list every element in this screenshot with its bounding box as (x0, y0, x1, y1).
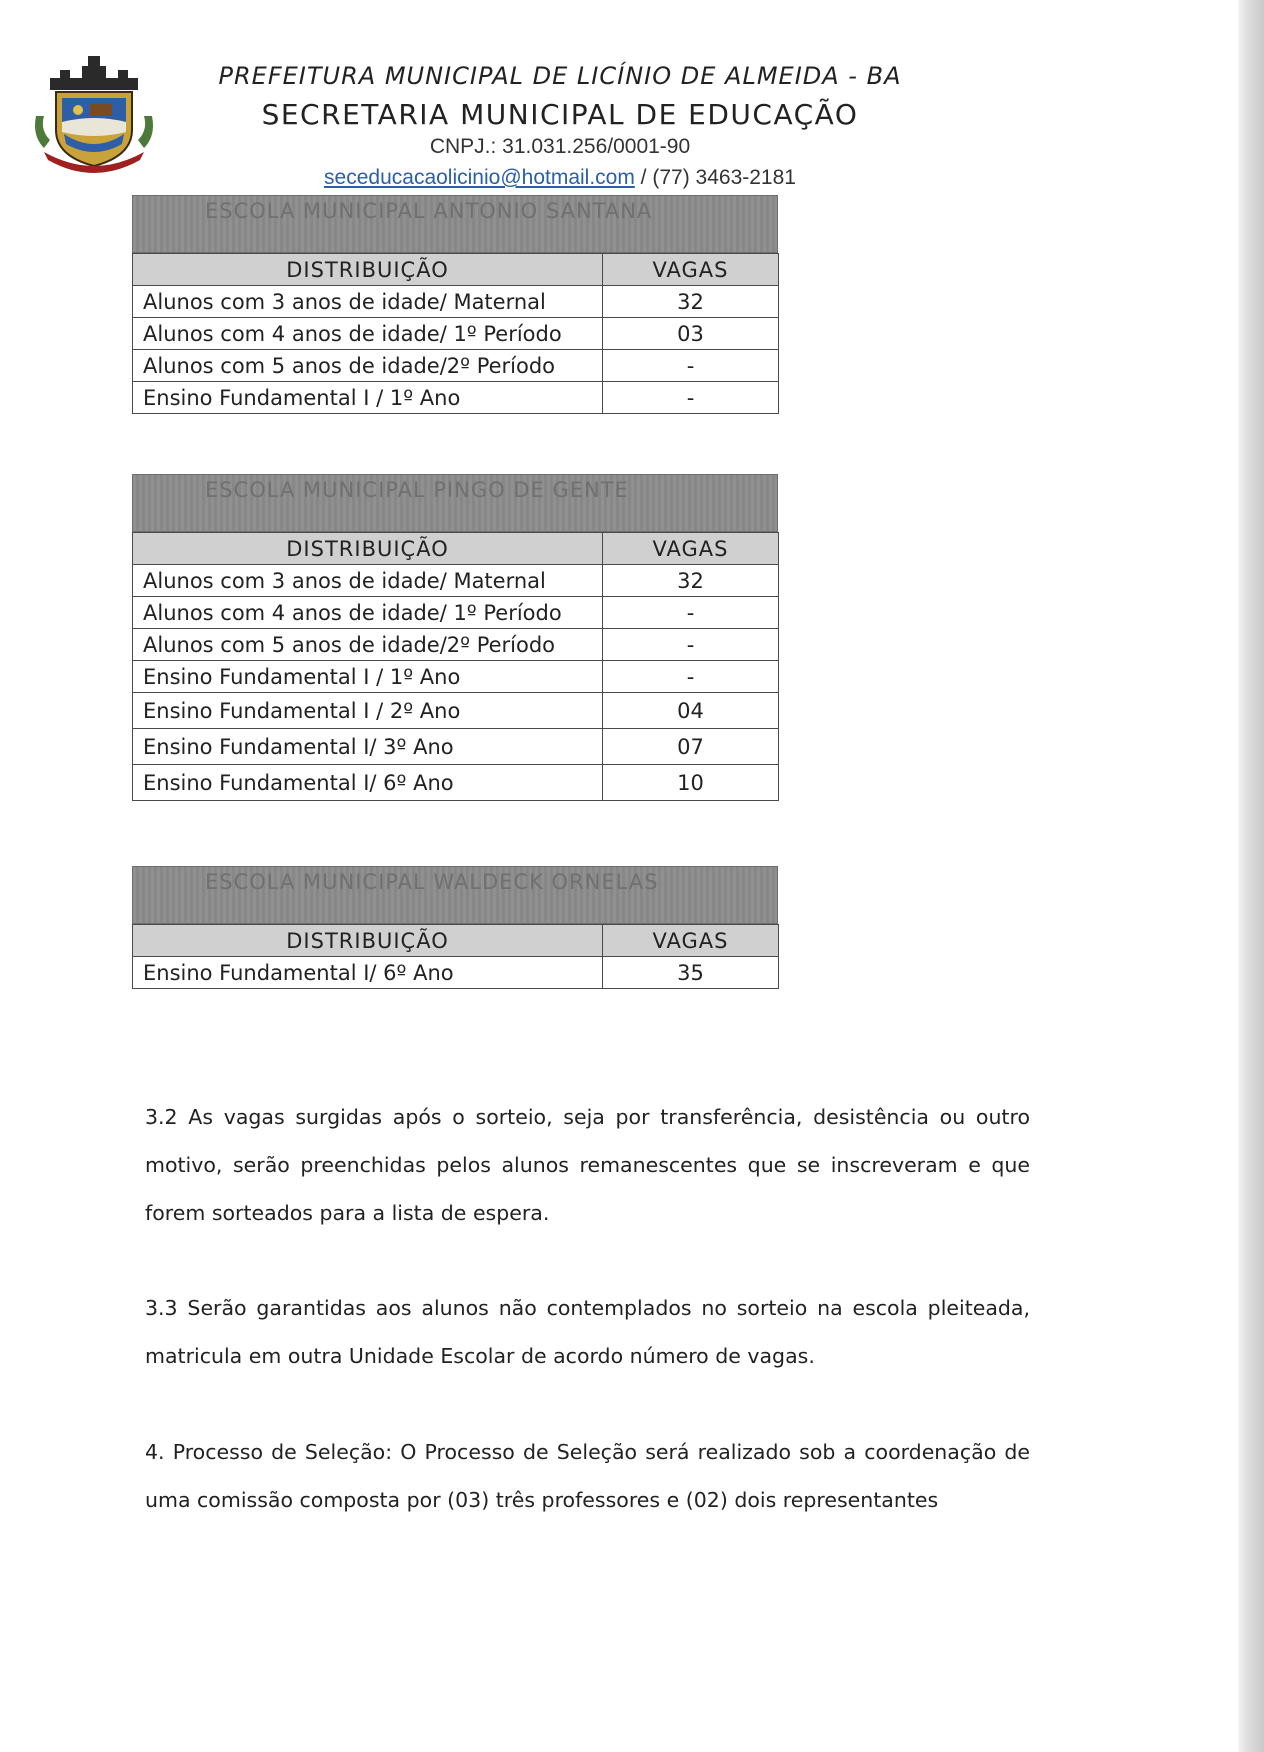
row-vagas: - (603, 629, 779, 661)
vacancy-table (132, 532, 779, 801)
municipal-crest-icon (30, 56, 158, 174)
row-label: Ensino Fundamental I/ 3º Ano (133, 729, 603, 765)
row-vagas: 32 (603, 565, 779, 597)
table-row (133, 629, 779, 661)
table-row (133, 765, 779, 801)
table-row (133, 382, 779, 414)
row-label: Ensino Fundamental I/ 6º Ano (133, 765, 603, 801)
letterhead-prefeitura: PREFEITURA MUNICIPAL DE LICÍNIO DE ALMEIDA - BA (218, 62, 902, 90)
school-title: ESCOLA MUNICIPAL PINGO DE GENTE (132, 474, 778, 532)
table-row (133, 661, 779, 693)
row-vagas: - (603, 597, 779, 629)
school-title: ESCOLA MUNICIPAL ANTONIO SANTANA (132, 195, 778, 253)
table-row (133, 350, 779, 382)
row-vagas: 03 (603, 318, 779, 350)
email-link[interactable]: seceducacaolicinio@hotmail.com (324, 166, 635, 189)
vacancy-table (132, 924, 779, 989)
row-label: Ensino Fundamental I / 1º Ano (133, 661, 603, 693)
table-row (133, 729, 779, 765)
row-vagas: 35 (603, 957, 779, 989)
row-vagas: 07 (603, 729, 779, 765)
letterhead-secretaria: SECRETARIA MUNICIPAL DE EDUCAÇÃO (261, 98, 859, 131)
paragraph-3-3: 3.3 Serão garantidas aos alunos não contemplados no sorteio na escola pleiteada, matricula em outra Unidade Escolar de acordo número de vagas. (145, 1296, 1030, 1368)
letterhead-contact (150, 166, 970, 190)
column-header-vagas: VAGAS (603, 533, 779, 565)
table-row (133, 693, 779, 729)
letterhead-cnpj: CNPJ.: 31.031.256/0001-90 (429, 135, 691, 158)
school-title: ESCOLA MUNICIPAL WALDECK ORNELAS (132, 866, 778, 924)
column-header-vagas: VAGAS (603, 254, 779, 286)
table-row (133, 318, 779, 350)
school-table-waldeck-ornelas (132, 866, 778, 989)
column-header-distribution: DISTRIBUIÇÃO (133, 254, 603, 286)
row-label: Ensino Fundamental I/ 6º Ano (133, 957, 603, 989)
row-vagas: 04 (603, 693, 779, 729)
table-row (133, 286, 779, 318)
school-table-pingo-de-gente (132, 474, 778, 801)
row-vagas: - (603, 350, 779, 382)
paragraph-3-2: 3.2 As vagas surgidas após o sorteio, seja por transferência, desistência ou outro motivo, serão preenchidas pelos alunos remanescentes que se inscreveram e que forem sorteados para a lista de espera. (145, 1105, 1030, 1225)
vacancy-table (132, 253, 779, 414)
row-vagas: 10 (603, 765, 779, 801)
row-label: Alunos com 5 anos de idade/2º Período (133, 350, 603, 382)
column-header-distribution: DISTRIBUIÇÃO (133, 925, 603, 957)
paragraph-4: 4. Processo de Seleção: O Processo de Seleção será realizado sob a coordenação de uma comissão composta por (03) três professores e (02) dois representantes (145, 1440, 1030, 1512)
row-vagas: - (603, 382, 779, 414)
row-label: Alunos com 3 anos de idade/ Maternal (133, 565, 603, 597)
column-header-distribution: DISTRIBUIÇÃO (133, 533, 603, 565)
row-label: Alunos com 3 anos de idade/ Maternal (133, 286, 603, 318)
table-header-row (133, 533, 779, 565)
row-vagas: - (603, 661, 779, 693)
phone-number: / (77) 3463-2181 (634, 166, 796, 189)
school-table-antonio-santana (132, 195, 778, 414)
table-row (133, 565, 779, 597)
row-label: Alunos com 4 anos de idade/ 1º Período (133, 318, 603, 350)
row-vagas: 32 (603, 286, 779, 318)
column-header-vagas: VAGAS (603, 925, 779, 957)
table-row (133, 957, 779, 989)
row-label: Ensino Fundamental I / 1º Ano (133, 382, 603, 414)
scan-edge-shadow (1238, 0, 1264, 1752)
row-label: Ensino Fundamental I / 2º Ano (133, 693, 603, 729)
table-header-row (133, 254, 779, 286)
table-header-row (133, 925, 779, 957)
row-label: Alunos com 5 anos de idade/2º Período (133, 629, 603, 661)
table-row (133, 597, 779, 629)
row-label: Alunos com 4 anos de idade/ 1º Período (133, 597, 603, 629)
